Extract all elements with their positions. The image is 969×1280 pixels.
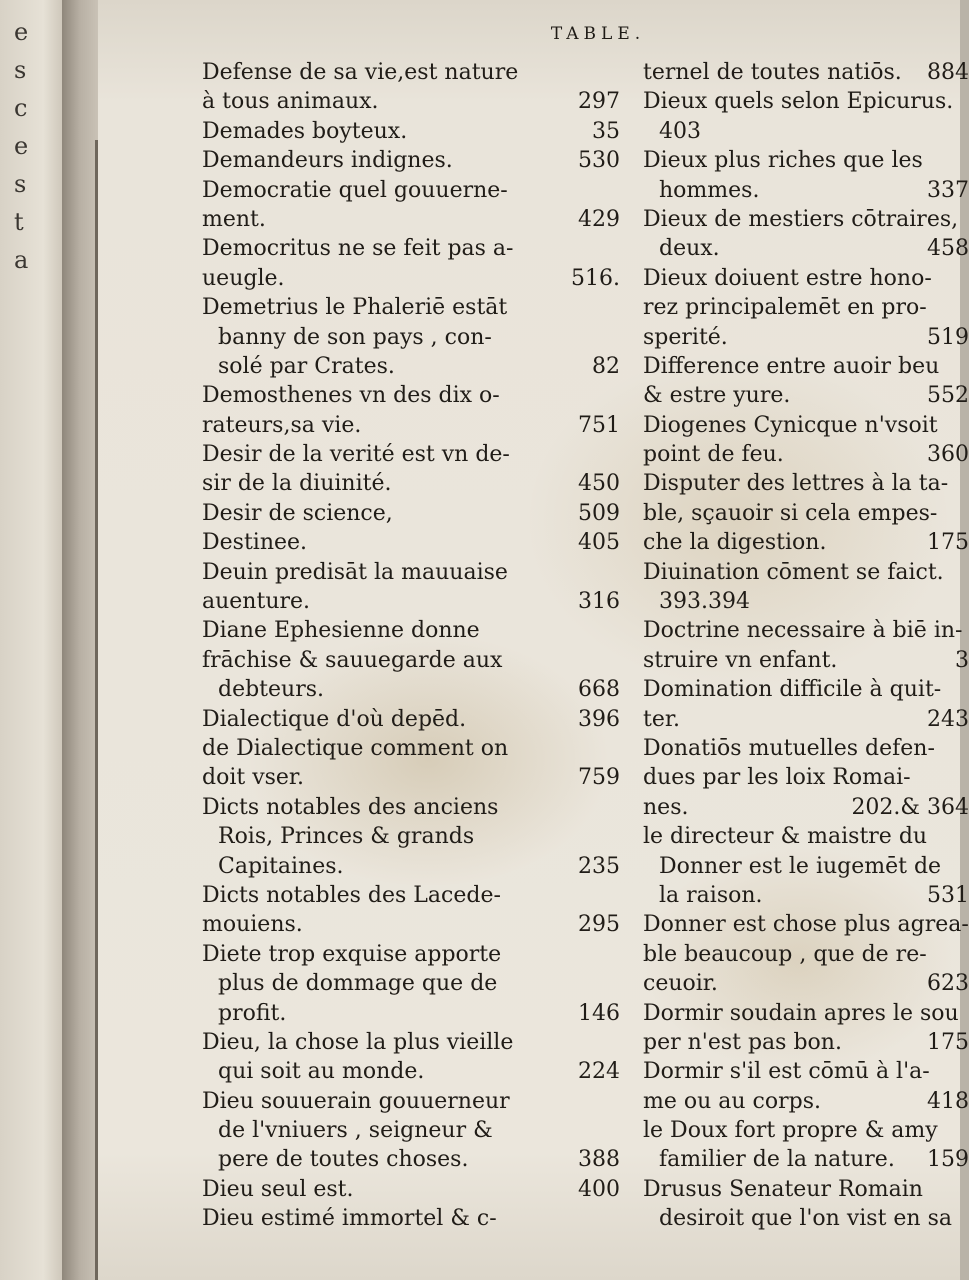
page-reference: 35 — [592, 118, 620, 144]
entry-text: Defense de sa vie,est nature — [202, 60, 519, 85]
index-entry-line — [202, 440, 620, 469]
page-reference: 429 — [578, 206, 620, 232]
entry-text: le directeur & maistre du — [643, 824, 928, 850]
index-entry-line — [202, 675, 620, 704]
entry-text: Dieux plus riches que les — [643, 148, 923, 174]
index-entry-line — [202, 616, 620, 645]
page-reference: 175 — [927, 1029, 969, 1055]
index-entry-line — [643, 1204, 969, 1233]
index-entry-line — [643, 705, 969, 734]
page-reference: 175 — [927, 530, 969, 556]
index-entry-line — [643, 881, 969, 910]
index-entry-line — [643, 352, 969, 381]
index-entry-line — [643, 264, 969, 293]
page-reference: 297 — [578, 89, 620, 115]
page-reference: 516. — [571, 265, 620, 291]
index-entry-line — [202, 1145, 620, 1174]
page-reference: 450 — [578, 471, 620, 497]
book-page — [98, 0, 969, 1280]
entry-text: Dieux quels selon Epicurus. — [643, 89, 954, 115]
page-reference: 400 — [578, 1176, 620, 1202]
entry-text: le Doux fort propre & amy — [643, 1118, 938, 1144]
page-reference: 418 — [927, 1088, 969, 1114]
page-header: TABLE. — [550, 24, 646, 44]
page-reference: 509 — [578, 500, 620, 526]
entry-text: Diete trop exquise apporte — [202, 941, 502, 967]
entry-text: banny de son pays , con- — [218, 324, 492, 350]
page-reference: 295 — [578, 912, 620, 938]
entry-text: ble, sçauoir si cela empes- — [643, 500, 938, 526]
index-entry-line — [202, 822, 620, 851]
page-reference: 552 — [927, 383, 969, 409]
entry-text: frāchise & sauuegarde aux — [202, 647, 503, 673]
index-column-left — [202, 58, 620, 1234]
entry-text: la raison. — [659, 882, 763, 908]
entry-text: auenture. — [202, 589, 311, 615]
page-reference: 202.& 364 — [851, 794, 969, 820]
index-entry-line — [202, 999, 620, 1028]
index-entry-line — [202, 1087, 620, 1116]
facing-page-glyph: a — [14, 246, 29, 274]
page-reference: 82 — [592, 353, 620, 379]
index-entry-line — [643, 1145, 969, 1174]
entry-text: Dicts notables des Lacede- — [202, 882, 501, 908]
index-entry-line — [202, 1175, 620, 1204]
index-entry-line — [643, 646, 969, 675]
entry-text: familier de la nature. — [659, 1147, 895, 1173]
index-entry-line — [643, 1057, 969, 1086]
index-entry-line — [643, 969, 969, 998]
page-reference: 3 — [955, 647, 969, 673]
index-entry-line — [202, 528, 620, 557]
entry-text: Demandeurs indignes. — [202, 148, 453, 174]
entry-text: doit vser. — [202, 765, 305, 791]
index-entry-line — [202, 176, 620, 205]
facing-page-glyph: s — [14, 56, 27, 84]
entry-text: dues par les loix Romai- — [643, 765, 911, 791]
facing-page-glyph: c — [14, 94, 28, 122]
entry-text: plus de dommage que de — [218, 971, 498, 997]
index-entry-line — [202, 264, 620, 293]
index-entry-line — [202, 910, 620, 939]
entry-text: Domination difficile à quit- — [643, 677, 942, 703]
page-reference: 235 — [578, 853, 620, 879]
entry-text: Democratie quel gouuerne- — [202, 177, 508, 203]
page-reference: 388 — [578, 1147, 620, 1173]
entry-text: debteurs. — [218, 677, 325, 703]
index-entry-line — [643, 440, 969, 469]
entry-text: Diogenes Cynicque n'vsoit — [643, 412, 938, 438]
index-entry-line — [643, 469, 969, 498]
entry-text: 403 — [659, 118, 701, 144]
index-entry-line — [202, 793, 620, 822]
page-reference: 530 — [578, 148, 620, 174]
entry-text: Demades boyteux. — [202, 118, 408, 144]
index-entry-line — [202, 58, 620, 87]
entry-text: Democritus ne se feit pas a- — [202, 236, 514, 262]
entry-text: Diuination cōment se faict. — [643, 559, 944, 585]
index-entry-line — [202, 87, 620, 116]
entry-text: Desir de science, — [202, 500, 393, 526]
index-entry-line — [643, 117, 969, 146]
entry-text: Demosthenes vn des dix o- — [202, 383, 500, 409]
entry-text: point de feu. — [643, 442, 784, 468]
index-entry-line — [202, 117, 620, 146]
page-reference: 146 — [578, 1000, 620, 1026]
index-entry-line — [202, 734, 620, 763]
entry-text: Dieux de mestiers cōtraires, — [643, 206, 959, 232]
entry-text: Demetrius le Phaleriē estāt — [202, 295, 508, 321]
page-reference: 159 — [927, 1147, 969, 1173]
entry-text: ueugle. — [202, 265, 285, 291]
index-entry-line — [643, 558, 969, 587]
entry-text: Drusus Senateur Romain — [643, 1176, 923, 1202]
entry-text: ter. — [643, 706, 680, 732]
index-entry-line — [643, 675, 969, 704]
index-entry-line — [202, 293, 620, 322]
index-entry-line — [202, 499, 620, 528]
entry-text: Dormir s'il est cōmū à l'a- — [643, 1059, 930, 1085]
index-entry-line — [202, 646, 620, 675]
entry-text: struire vn enfant. — [643, 647, 838, 673]
index-entry-line — [643, 146, 969, 175]
index-entry-line — [643, 87, 969, 116]
facing-page-glyph: e — [14, 132, 29, 160]
page-reference: 360 — [927, 442, 969, 468]
index-entry-line — [643, 323, 969, 352]
index-entry-line — [643, 1028, 969, 1057]
entry-text: mouiens. — [202, 912, 303, 938]
index-entry-line — [643, 1116, 969, 1145]
index-entry-line — [643, 822, 969, 851]
index-entry-line — [643, 411, 969, 440]
page-reference: 337 — [927, 177, 969, 203]
entry-text: nes. — [643, 794, 689, 820]
index-entry-line — [643, 1087, 969, 1116]
entry-text: desiroit que l'on vist en sa — [659, 1206, 952, 1232]
index-entry-line — [643, 58, 969, 87]
index-entry-line — [643, 499, 969, 528]
entry-text: Capitaines. — [218, 853, 344, 879]
index-entry-line — [643, 176, 969, 205]
entry-text: Dieu, la chose la plus vieille — [202, 1029, 514, 1055]
entry-text: Destinee. — [202, 530, 308, 556]
facing-page-edge — [0, 0, 62, 1280]
entry-text: rateurs,sa vie. — [202, 412, 362, 438]
entry-text: solé par Crates. — [218, 353, 395, 379]
entry-text: qui soit au monde. — [218, 1059, 425, 1085]
index-entry-line — [643, 293, 969, 322]
index-entry-line — [202, 381, 620, 410]
entry-text: rez principalemēt en pro- — [643, 295, 927, 321]
entry-text: Donner est le iugemēt de — [659, 853, 942, 879]
entry-text: 393.394 — [659, 589, 750, 615]
index-entry-line — [202, 587, 620, 616]
entry-text: de Dialectique comment on — [202, 735, 509, 761]
index-entry-line — [643, 234, 969, 263]
index-entry-line — [202, 352, 620, 381]
entry-text: me ou au corps. — [643, 1088, 822, 1114]
page-reference: 316 — [578, 589, 620, 615]
entry-text: per n'est pas bon. — [643, 1029, 842, 1055]
index-entry-line — [643, 940, 969, 969]
entry-text: Rois, Princes & grands — [218, 824, 475, 850]
index-entry-line — [202, 763, 620, 792]
entry-text: Donner est chose plus agrea- — [643, 912, 969, 938]
index-entry-line — [202, 881, 620, 910]
entry-text: Dormir soudain apres le sou — [643, 1000, 959, 1026]
facing-page-glyph: t — [14, 208, 24, 236]
page-reference: 224 — [578, 1059, 620, 1085]
entry-text: & estre yure. — [643, 383, 791, 409]
index-entry-line — [643, 793, 969, 822]
index-entry-line — [202, 940, 620, 969]
entry-text: sperité. — [643, 324, 728, 350]
entry-text: Deuin predisāt la mauuaise — [202, 559, 508, 585]
entry-text: sir de la diuinité. — [202, 471, 392, 497]
page-reference: 519 — [927, 324, 969, 350]
entry-text: à tous animaux. — [202, 89, 379, 115]
entry-text: Disputer des lettres à la ta- — [643, 471, 949, 497]
index-entry-line — [202, 969, 620, 998]
index-entry-line — [202, 558, 620, 587]
index-entry-line — [643, 587, 969, 616]
page-reference: 243 — [927, 706, 969, 732]
entry-text: Doctrine necessaire à biē in- — [643, 618, 963, 644]
index-entry-line — [202, 323, 620, 352]
index-entry-line — [202, 705, 620, 734]
facing-page-glyph: s — [14, 170, 27, 198]
index-entry-line — [202, 411, 620, 440]
entry-text: Desir de la verité est vn de- — [202, 442, 510, 468]
page-reference: 759 — [578, 765, 620, 791]
entry-text: che la digestion. — [643, 530, 827, 556]
entry-text: Dieux doiuent estre hono- — [643, 265, 932, 291]
entry-text: Diane Ephesienne donne — [202, 618, 480, 644]
entry-text: deux. — [659, 236, 720, 262]
index-entry-line — [202, 234, 620, 263]
index-entry-line — [202, 1116, 620, 1145]
page-reference: 405 — [578, 530, 620, 556]
entry-text: hommes. — [659, 177, 760, 203]
index-entry-line — [643, 734, 969, 763]
entry-text: ble beaucoup , que de re- — [643, 941, 927, 967]
index-entry-line — [202, 1057, 620, 1086]
entry-text: de l'vniuers , seigneur & — [218, 1118, 493, 1144]
entry-text: Dialectique d'où depēd. — [202, 706, 467, 732]
index-column-right — [643, 58, 969, 1234]
index-entry-line — [643, 852, 969, 881]
index-entry-line — [643, 205, 969, 234]
index-entry-line — [643, 616, 969, 645]
entry-text: pere de toutes choses. — [218, 1147, 469, 1173]
entry-text: Dicts notables des anciens — [202, 794, 499, 820]
entry-text: Dieu souuerain gouuerneur — [202, 1088, 510, 1114]
entry-text: ment. — [202, 206, 266, 232]
entry-text: ceuoir. — [643, 971, 718, 997]
entry-text: Dieu seul est. — [202, 1176, 354, 1202]
index-entry-line — [643, 999, 969, 1028]
index-entry-line — [202, 1204, 620, 1233]
page-reference: 668 — [578, 677, 620, 703]
page-reference: 458 — [927, 236, 969, 262]
page-reference: 884 — [927, 60, 969, 85]
index-entry-line — [643, 528, 969, 557]
page-reference: 531 — [927, 882, 969, 908]
index-entry-line — [202, 1028, 620, 1057]
index-entry-line — [643, 763, 969, 792]
entry-text: Difference entre auoir beu — [643, 353, 940, 379]
index-entry-line — [202, 469, 620, 498]
page-reference: 396 — [578, 706, 620, 732]
page-reference: 751 — [578, 412, 620, 438]
index-entry-line — [202, 205, 620, 234]
page-reference: 623 — [927, 971, 969, 997]
index-entry-line — [643, 381, 969, 410]
index-entry-line — [202, 852, 620, 881]
entry-text: profit. — [218, 1000, 287, 1026]
entry-text: ternel de toutes natiōs. — [643, 60, 902, 85]
entry-text: Dieu estimé immortel & c- — [202, 1206, 497, 1232]
index-entry-line — [202, 146, 620, 175]
entry-text: Donatiōs mutuelles defen- — [643, 735, 935, 761]
facing-page-glyph: e — [14, 18, 29, 46]
index-entry-line — [643, 1175, 969, 1204]
index-entry-line — [643, 910, 969, 939]
